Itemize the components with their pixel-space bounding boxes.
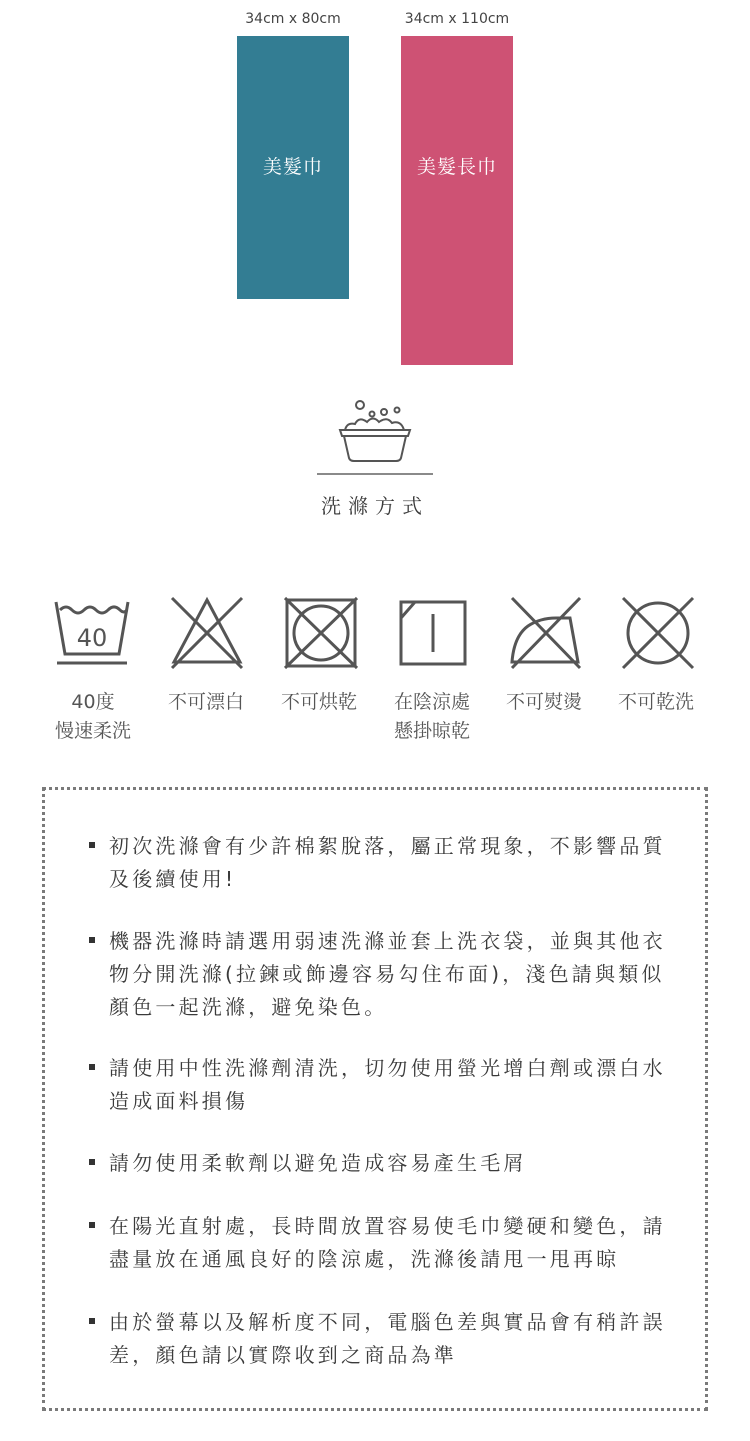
note-item bbox=[109, 1210, 681, 1276]
care-label-no-tumble-dry bbox=[259, 688, 379, 717]
care-label-line: 40度 bbox=[71, 691, 115, 713]
care-label-no-dry-clean bbox=[596, 688, 716, 717]
care-label-line: 不可烘乾 bbox=[280, 691, 357, 713]
no-dry-clean-icon bbox=[619, 596, 697, 670]
wash-40-icon bbox=[53, 596, 131, 670]
size-label-long: 34cm x 110cm bbox=[404, 11, 510, 27]
no-bleach-icon bbox=[168, 596, 246, 670]
towel-swatch-long bbox=[401, 36, 513, 365]
towel-swatch-short bbox=[237, 36, 349, 299]
bullet-icon bbox=[89, 1159, 95, 1165]
care-notes-box bbox=[42, 787, 708, 1411]
note-item bbox=[109, 1147, 681, 1180]
note-item bbox=[109, 1052, 681, 1118]
note-text: 初次洗滌會有少許棉絮脫落，屬正常現象，不影響品質及後續使用! bbox=[109, 834, 666, 891]
note-item bbox=[109, 1306, 681, 1372]
note-text: 請勿使用柔軟劑以避免造成容易產生毛屑 bbox=[109, 1151, 527, 1175]
note-item bbox=[109, 830, 681, 896]
care-label-wash-40 bbox=[33, 688, 153, 746]
care-label-line: 慢速柔洗 bbox=[54, 720, 131, 742]
bullet-icon bbox=[89, 1064, 95, 1070]
line-dry-shade-icon bbox=[395, 596, 473, 670]
care-label-no-bleach bbox=[146, 688, 266, 717]
care-label-line: 不可熨燙 bbox=[505, 691, 582, 713]
bullet-icon bbox=[89, 842, 95, 848]
care-label-line: 不可乾洗 bbox=[617, 691, 694, 713]
note-text: 在陽光直射處，長時間放置容易使毛巾變硬和變色，請盡量放在通風良好的陰涼處，洗滌後請甩一甩再晾 bbox=[109, 1214, 666, 1271]
note-item bbox=[109, 925, 681, 1024]
care-label-line: 不可漂白 bbox=[167, 691, 244, 713]
bullet-icon bbox=[89, 937, 95, 943]
care-label-line: 懸掛晾乾 bbox=[393, 720, 470, 742]
wash-basin-icon bbox=[337, 398, 413, 464]
bullet-icon bbox=[89, 1318, 95, 1324]
towel-label-short: 美髮巾 bbox=[262, 156, 323, 178]
bullet-icon bbox=[89, 1222, 95, 1228]
wash-temperature: 40 bbox=[76, 624, 108, 652]
care-label-line: 在陰涼處 bbox=[393, 691, 470, 713]
section-divider bbox=[317, 473, 433, 475]
care-label-line-dry bbox=[372, 688, 492, 746]
size-label-short: 34cm x 80cm bbox=[245, 11, 341, 27]
note-text: 機器洗滌時請選用弱速洗滌並套上洗衣袋，並與其他衣物分開洗滌(拉鍊或飾邊容易勾住布面)，淺色請與類似顏色一起洗滌，避免染色。 bbox=[109, 929, 666, 1019]
section-title: 洗滌方式 bbox=[321, 494, 429, 518]
no-iron-icon bbox=[506, 596, 584, 670]
note-text: 由於螢幕以及解析度不同，電腦色差與實品會有稍許誤差，顏色請以實際收到之商品為準 bbox=[109, 1310, 666, 1367]
note-text: 請使用中性洗滌劑清洗，切勿使用螢光增白劑或漂白水造成面料損傷 bbox=[109, 1056, 666, 1113]
towel-label-long: 美髮長巾 bbox=[416, 156, 497, 178]
care-label-no-iron bbox=[484, 688, 604, 717]
no-tumble-dry-icon bbox=[282, 596, 360, 670]
